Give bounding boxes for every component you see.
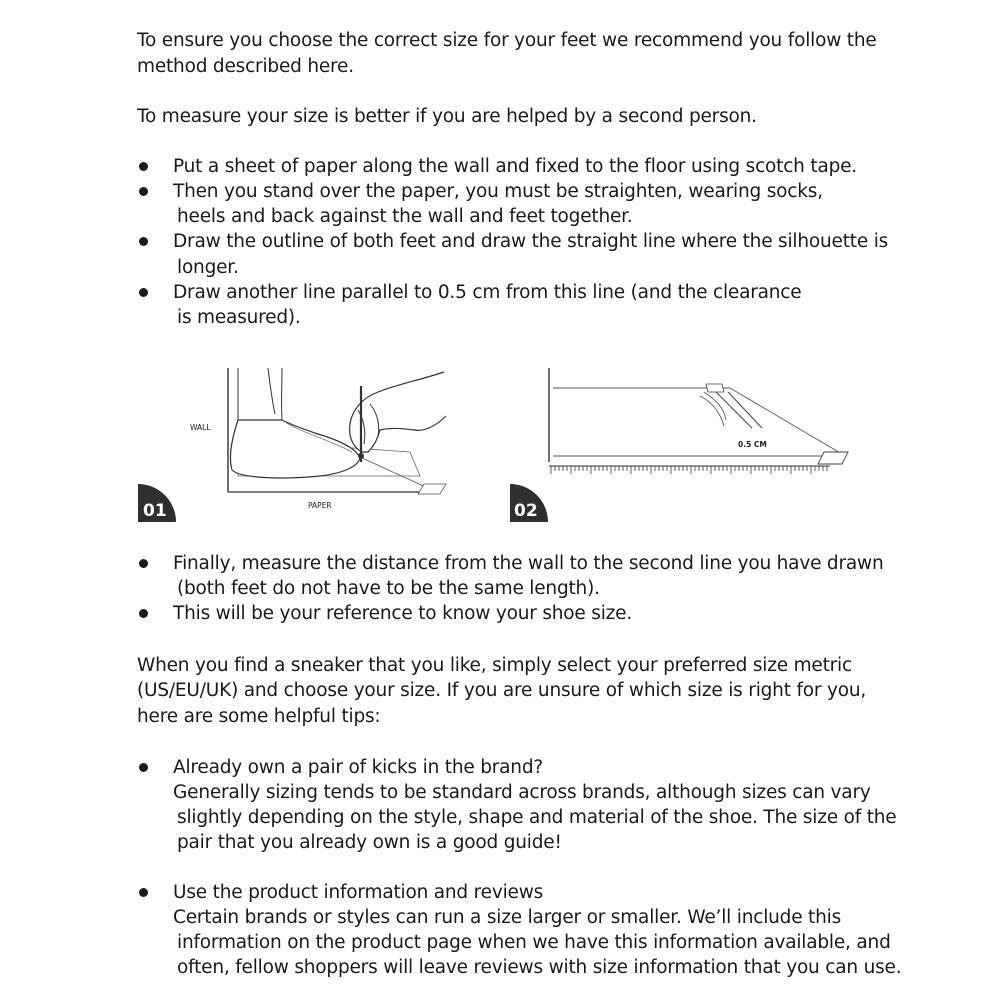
intro-text-line-1: To ensure you choose the correct size for your feet we recommend you follow the — [137, 30, 877, 51]
foot-curve — [704, 392, 726, 420]
step-4-text-line-1: Draw another line parallel to 0.5 cm from this line (and the clearance — [173, 282, 802, 303]
parallel-line — [728, 392, 762, 428]
tip-2-line-2: information on the product page when we have this information available, and — [177, 932, 891, 953]
step-4-text-line-2: is measured). — [177, 307, 301, 328]
marker-tag — [706, 384, 724, 392]
step-3-text-line-2: longer. — [177, 257, 239, 278]
ruler-ticks — [551, 466, 827, 474]
tip-2-title: Use the product information and reviews — [173, 882, 544, 903]
bullet-icon — [139, 888, 148, 897]
sneaker-text-line-3: here are some helpful tips: — [137, 706, 381, 727]
tip-1-line-1: Generally sizing tends to be standard across brands, although sizes can vary — [173, 782, 871, 803]
guide-line — [362, 458, 428, 488]
step-2-text-line-2: heels and back against the wall and feet together. — [177, 206, 633, 227]
marker-tag — [818, 452, 848, 464]
step-badge-02-label: 02 — [514, 501, 538, 521]
step-3-text-line-1: Draw the outline of both feet and draw the straight line where the silhouette is — [173, 231, 889, 252]
foot-curve — [700, 396, 724, 426]
step-5-text-line-1: Finally, measure the distance from the wall to the second line you have drawn — [173, 553, 884, 574]
step-6-text: This will be your reference to know your shoe size. — [173, 603, 633, 624]
tip-1-line-2: slightly depending on the style, shape and material of the shoe. The size of the — [177, 807, 897, 828]
leg-outline — [268, 368, 275, 414]
measure-label: 0.5 CM — [738, 440, 767, 449]
step-5-text-line-2: (both feet do not have to be the same length). — [177, 578, 600, 599]
helper-note: To measure your size is better if you are helped by a second person. — [137, 106, 757, 127]
tip-2-line-3: often, fellow shoppers will leave reviews with size information that you can use. — [177, 957, 902, 978]
bullet-icon — [139, 609, 148, 618]
step-2-text-line-1: Then you stand over the paper, you must be straighten, wearing socks, — [173, 181, 823, 202]
paper-label: PAPER — [308, 501, 332, 510]
bullet-icon — [139, 763, 148, 772]
tip-1-line-3: pair that you already own is a good guide! — [177, 832, 562, 853]
bullet-icon — [139, 559, 148, 568]
step-badge-01-label: 01 — [143, 501, 167, 521]
figure-02 — [510, 368, 848, 522]
foot-silhouette — [230, 420, 360, 478]
tip-2-line-1: Certain brands or styles can run a size larger or smaller. We’ll include this — [173, 907, 842, 928]
sneaker-text-line-1: When you find a sneaker that you like, simply select your preferred size metric — [137, 655, 852, 676]
wall-label: WALL — [190, 423, 211, 432]
figure-01 — [138, 368, 446, 522]
step-1-text: Put a sheet of paper along the wall and fixed to the floor using scotch tape. — [173, 156, 857, 177]
tip-1-title: Already own a pair of kicks in the brand? — [173, 757, 543, 778]
intro-text-line-2: method described here. — [137, 56, 354, 77]
sneaker-text-line-2: (US/EU/UK) and choose your size. If you are unsure of which size is right for you, — [137, 680, 867, 701]
